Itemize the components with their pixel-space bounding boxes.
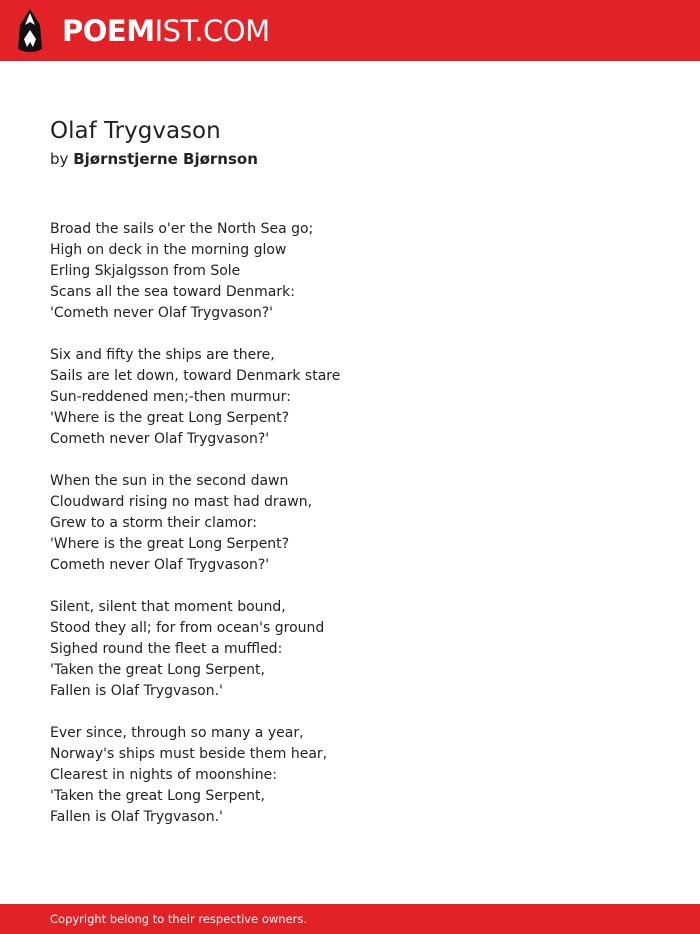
poem-line: Sun-reddened men;-then murmur: xyxy=(50,389,291,405)
pencil-tip-icon xyxy=(16,9,44,53)
poem-line: Stood they all; for from ocean's ground xyxy=(50,620,325,636)
poem-line: Silent, silent that moment bound, xyxy=(50,599,286,615)
poem-line: Erling Skjalgsson from Sole xyxy=(50,263,241,279)
poem-line: High on deck in the morning glow xyxy=(50,242,287,258)
poem-line: Sails are let down, toward Denmark stare xyxy=(50,368,341,384)
by-label: by xyxy=(50,150,69,168)
logo-text-light: IST.COM xyxy=(154,13,270,48)
poem-line: Ever since, through so many a year, xyxy=(50,725,304,741)
poem-line: Norway's ships must beside them hear, xyxy=(50,746,328,762)
poem-author: Bjørnstjerne Bjørnson xyxy=(73,150,258,168)
poem-line: Clearest in nights of moonshine: xyxy=(50,767,277,783)
site-footer xyxy=(0,904,700,934)
stanza xyxy=(50,219,340,324)
stanza xyxy=(50,471,340,576)
stanza xyxy=(50,345,340,450)
site-logo-link[interactable] xyxy=(16,8,270,54)
poem-line: 'Taken the great Long Serpent, xyxy=(50,788,265,804)
poem-byline xyxy=(50,149,258,169)
poem-line: 'Cometh never Olaf Trygvason?' xyxy=(50,305,274,321)
poem-line: Fallen is Olaf Trygvason.' xyxy=(50,683,223,699)
poem-line: 'Taken the great Long Serpent, xyxy=(50,662,265,678)
stanza xyxy=(50,723,340,828)
poem-line: Cometh never Olaf Trygvason?' xyxy=(50,431,270,447)
poem-line: Cloudward rising no mast had drawn, xyxy=(50,494,313,510)
poem-body xyxy=(50,219,340,849)
poem-line: Grew to a storm their clamor: xyxy=(50,515,257,531)
poem-line: Six and fifty the ships are there, xyxy=(50,347,275,363)
poem-line: Scans all the sea toward Denmark: xyxy=(50,284,295,300)
site-logo-text xyxy=(62,13,270,48)
stanza xyxy=(50,597,340,702)
poem-title: Olaf Trygvason xyxy=(50,118,221,144)
poem-line: When the sun in the second dawn xyxy=(50,473,289,489)
poem-line: 'Where is the great Long Serpent? xyxy=(50,410,290,426)
poem-line: Sighed round the fleet a muffled: xyxy=(50,641,283,657)
poem-line: Fallen is Olaf Trygvason.' xyxy=(50,809,223,825)
poem-line: Broad the sails o'er the North Sea go; xyxy=(50,221,314,237)
logo-text-bold: POEM xyxy=(62,13,155,48)
poem-line: 'Where is the great Long Serpent? xyxy=(50,536,290,552)
copyright-notice: Copyright belong to their respective owners. xyxy=(50,912,308,926)
site-header xyxy=(0,0,700,61)
poem-line: Cometh never Olaf Trygvason?' xyxy=(50,557,270,573)
